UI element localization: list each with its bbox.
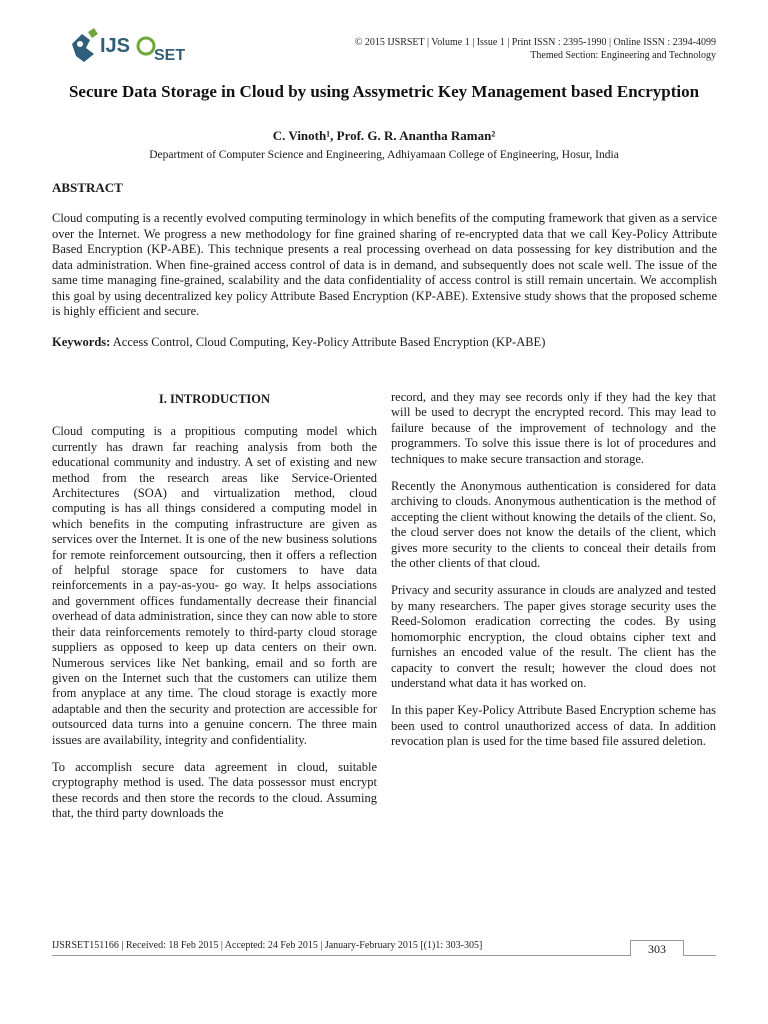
- paragraph: Cloud computing is a propitious computing model which currently has drawn far reaching analysis from both the educational community and industry. A set of existing and new method from the research areas like Service-Oriented Architectures (SOA) and virtualization method, cloud computing is has all things considered a computing model in which benefits in the computing infrastructure are given as services over the Internet. It is one of the new business solutions for remote reinforcement outsourcing, then it offers a reflection of helpful storage space for customers to have data reinforcements in a pay-as-you- go way. It helps associations and government offices fundamentally decrease their financial overhead of data administration, since they can now able to store their data reinforcements remotely to third-party cloud storage suppliers as opposed to keep up data centers on their own. Numerous services like Net banking, email and so forth are given on the Internet such that the customers can utilize them from anyplace at any time. The cloud storage is exactly more adaptable and then the security and protection are accessible for outsourced data turns into a genuine concern. The three main issues are availability, integrity and confidentiality.: [52, 424, 377, 747]
- paper-affiliation: Department of Computer Science and Engineering, Adhiyamaan College of Engineering, Hosur, India: [149, 149, 619, 161]
- footer-citation: IJSRSET151166 | Received: 18 Feb 2015 | Accepted: 24 Feb 2015 | January-February 2015 [(1)1: 303-305]: [52, 940, 483, 951]
- journal-logo: [68, 24, 190, 68]
- paragraph: record, and they may see records only if they had the key that will be used to decrypt the encrypted record. This may lead to failure because of the improvement of technology and the programmers. To solve this issue there is lot of procedures and techniques to make secure transaction and storage.: [391, 390, 716, 466]
- page-number: 303: [630, 940, 684, 956]
- paper-authors: C. Vinoth¹, Prof. G. R. Anantha Raman²: [272, 128, 496, 143]
- svg-text:SET: SET: [154, 47, 186, 64]
- keywords-text: Access Control, Cloud Computing, Key-Policy Attribute Based Encryption (KP-ABE): [110, 335, 546, 349]
- abstract-heading: ABSTRACT: [52, 180, 123, 195]
- footer-divider: [52, 955, 716, 956]
- journal-issue-line: © 2015 IJSRSET | Volume 1 | Issue 1 | Print ISSN : 2395-1990 | Online ISSN : 2394-4099: [354, 37, 716, 48]
- right-column: [391, 390, 716, 762]
- svg-text:IJS: IJS: [100, 35, 131, 57]
- keywords-line: [52, 335, 717, 351]
- paragraph: To accomplish secure data agreement in cloud, suitable cryptography method is used. The data possessor must encrypt these records and then store the records to the cloud. Assuming that, the third party downloads the: [52, 759, 377, 821]
- introduction-heading: I. INTRODUCTION: [158, 392, 271, 406]
- ijsrset-logo-icon: [68, 24, 190, 68]
- journal-header-meta: [355, 36, 716, 62]
- paragraph: In this paper Key-Policy Attribute Based Encryption scheme has been used to control unauthorized access of data. In addition revocation plan is used for the time based file assured deletion.: [391, 703, 716, 749]
- abstract-body: Cloud computing is a recently evolved computing terminology in which benefits of the computing framework that given as a service over the Internet. We progress a new methodology for fine grained sharing of re-encrypted data that we call Key-Policy Attribute Based Encryption (KP-ABE). This technique presents a real processing overhead on data possessing for key distribution and the data administration. When fine-grained access control of data is in demand, and subsequently does not scale well. The issue of the same time managing fine-grained, scalability and the data confidentiality of access control is still remain uncertain. We accomplish this goal by using decentralized key policy Attribute Based Encryption (KP-ABE). Extensive study shows that the proposed scheme is highly efficient and secure.: [52, 211, 717, 318]
- keywords-label: Keywords:: [52, 335, 111, 349]
- left-column: [52, 392, 377, 834]
- paragraph: Recently the Anonymous authentication is considered for data archiving to clouds. Anonymous authentication is the method of accepting the client without knowing the details of the client. So, the cloud server does not know the details of the client, which gives more security to the clients to conceal their details from the other clients of that cloud.: [391, 479, 716, 571]
- paper-title: Secure Data Storage in Cloud by using Assymetric Key Management based Encryption: [68, 82, 700, 101]
- themed-section-line: Themed Section: Engineering and Technology: [530, 50, 716, 61]
- paragraph: Privacy and security assurance in clouds are analyzed and tested by many researchers. The paper gives storage security uses the Reed-Solomon eradication correcting the codes. By using homomorphic encryption, the cloud obtains cipher text and furnishes an encoded value of the result. The client has the capacity to convert the result; however the cloud does not understand what data it has worked on.: [391, 583, 716, 690]
